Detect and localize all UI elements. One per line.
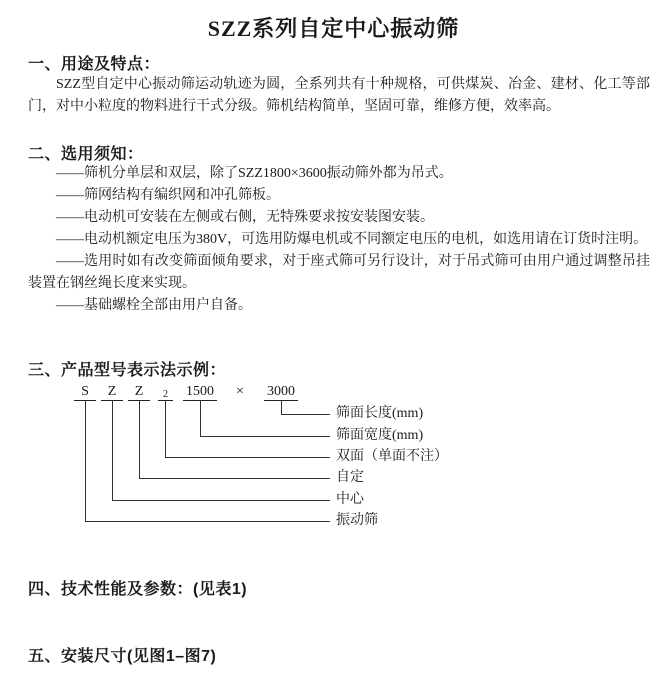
connector-line (281, 414, 330, 415)
model-label-double-deck: 双面（单面不注） (336, 449, 448, 464)
section-selection-heading: 二、选用须知： (28, 146, 144, 163)
section-specs-heading: 四、技术性能及参数：(见表1) (28, 581, 248, 598)
connector-line (200, 436, 330, 437)
model-token-z1: Z (101, 384, 123, 401)
model-token-length: 3000 (264, 384, 298, 401)
model-label-self: 自定 (336, 470, 364, 485)
model-label-screen-width: 筛面宽度(mm) (336, 428, 424, 443)
section-usage-paragraph: SZZ型自定中心振动筛运动轨迹为圆，全系列共有十种规格，可供煤炭、冶金、建材、化工等部门，对中小粒度的物料进行干式分级。筛机结构简单，坚固可靠，维修方便，效率高。 (28, 77, 650, 114)
connector-line (85, 521, 330, 522)
model-token-s: S (74, 384, 96, 401)
section-installation-heading: 五、安装尺寸(见图1–图7) (28, 648, 217, 665)
page-title: SZZ系列自定中心振动筛 (207, 16, 460, 41)
connector-line (112, 400, 113, 500)
connector-line (165, 457, 330, 458)
connector-line (112, 500, 330, 501)
connector-line (281, 400, 282, 414)
model-label-screen-length: 筛面长度(mm) (336, 406, 424, 421)
section-usage-heading: 一、用途及特点： (28, 56, 161, 73)
list-item: ——筛网结构有编织网和冲孔筛板。 (56, 188, 280, 203)
model-label-centering: 中心 (336, 492, 364, 507)
model-token-z2: Z (128, 384, 150, 401)
model-label-vibrating-screen: 振动筛 (336, 513, 378, 528)
connector-line (165, 400, 166, 457)
connector-line (85, 400, 86, 521)
list-item: ——选用时如有改变筛面倾角要求，对于座式筛可另行设计，对于吊式筛可由用户通过调整吊挂装置在钢丝绳长度来实现。 (28, 254, 650, 291)
connector-line (200, 400, 201, 436)
model-token-width: 1500 (183, 384, 217, 401)
list-item: ——电动机额定电压为380V，可选用防爆电机或不同额定电压的电机，如选用请在订货时注明。 (56, 232, 648, 247)
selection-notes-list (28, 163, 650, 317)
connector-line (139, 478, 330, 479)
model-token-subscript-2: 2 (158, 384, 173, 401)
list-item: ——筛机分单层和双层，除了SZZ1800×3600振动筛外都为吊式。 (56, 166, 453, 181)
list-item: ——电动机可安装在左侧或右侧，无特殊要求按安装图安装。 (56, 210, 434, 225)
section-model-heading: 三、产品型号表示法示例： (28, 362, 227, 379)
connector-line (139, 400, 140, 478)
model-number-diagram (0, 378, 667, 543)
list-item: ——基础螺栓全部由用户自备。 (56, 298, 252, 313)
model-token-multiply-sign: × (236, 384, 244, 399)
